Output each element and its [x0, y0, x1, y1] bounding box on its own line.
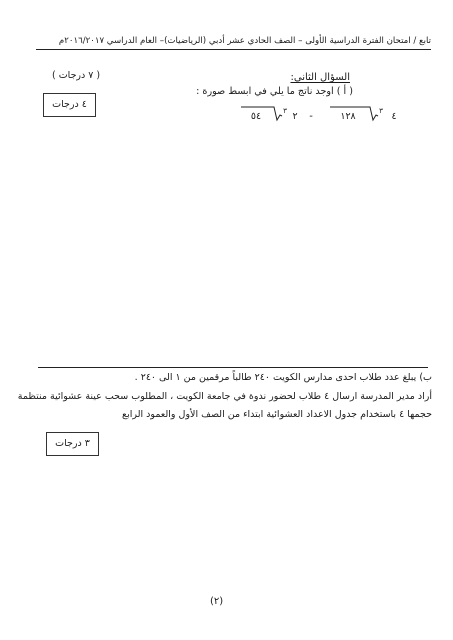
part-a-marks-box — [43, 93, 96, 117]
coefficient-1: ٤ — [391, 111, 397, 122]
minus-operator: - — [309, 111, 313, 122]
section-divider — [38, 367, 428, 368]
part-b-marks-box — [46, 432, 99, 456]
radicand-1: ١٢٨ — [340, 111, 356, 122]
radical-expression — [237, 103, 417, 125]
radical-sign-2 — [271, 107, 282, 120]
part-b-line-1: ب) يبلغ عدد طلاب احدى مدارس الكويت ٢٤٠ طالباً مرقمين من ١ الى ٢٤٠ . — [134, 372, 432, 383]
page-number: (٢) — [210, 596, 224, 607]
header-divider — [36, 49, 431, 50]
radical-sign-1 — [367, 107, 378, 120]
coefficient-2: ٢ — [292, 111, 298, 122]
part-a-marks-label: ٤ درجات — [52, 99, 87, 110]
part-a-prompt: ( أ ) اوجد ناتج ما يلي في ابسط صورة : — [196, 86, 353, 97]
question-title: السؤال الثاني: — [290, 72, 350, 83]
question-total-marks: ( ٧ درجات ) — [52, 70, 101, 81]
part-b-line-2: أراد مدير المدرسة ارسال ٤ طلاب لحضور ندوة في جامعة الكويت ، المطلوب سحب عينة عشوائية منتظمة — [17, 391, 432, 402]
root-index-1: ٣ — [379, 107, 383, 115]
part-b-marks-label: ٣ درجات — [55, 438, 90, 449]
page-header: تابع / امتحان الفترة الدراسية الأولى – الصف الحادي عشر أدبي (الرياضيات)– العام الدراسي ٢٠١٦/٢٠١٧م — [58, 36, 431, 46]
radicand-2: ٥٤ — [250, 111, 262, 122]
part-b-line-3: حجمها ٤ باستخدام جدول الاعداد العشوائية ابتداء من الصف الأول والعمود الرابع — [122, 409, 432, 420]
root-index-2: ٣ — [283, 107, 287, 115]
